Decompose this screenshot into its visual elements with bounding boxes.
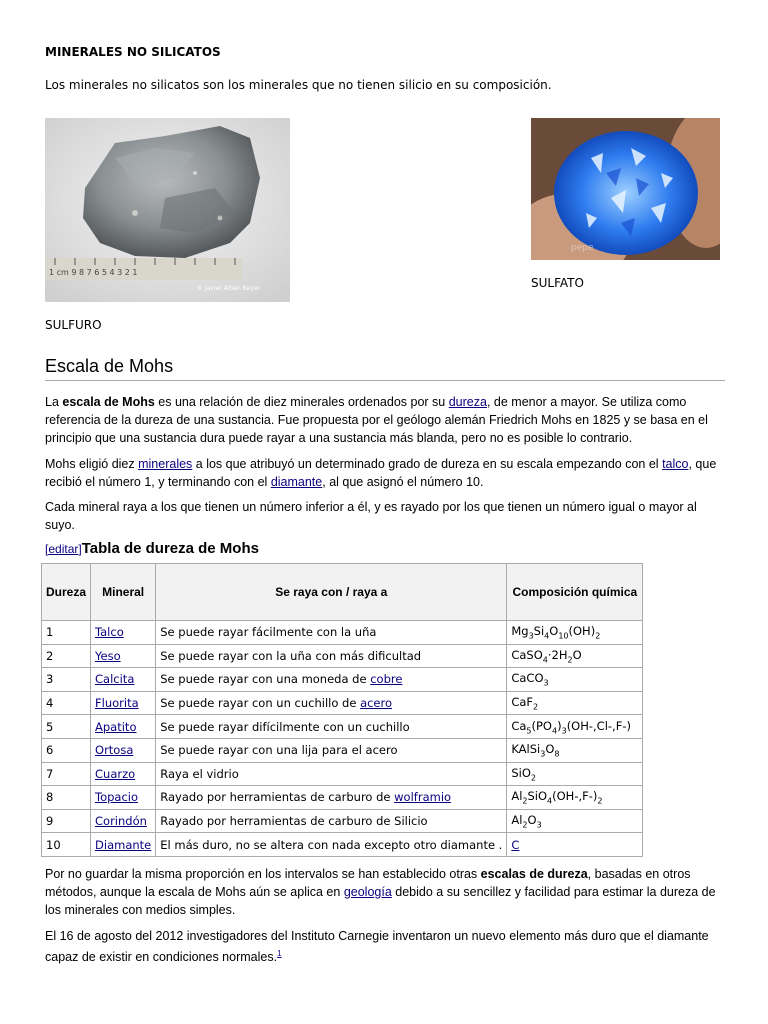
table-row <box>42 644 643 668</box>
link-minerales[interactable]: minerales <box>138 457 193 471</box>
cell-dureza: 3 <box>42 668 91 692</box>
table-row <box>42 621 643 645</box>
formula-talco: $Mg_3Si_4O_{10}(OH)_2$ <box>507 621 643 645</box>
mineral-link-cuarzo[interactable]: Cuarzo <box>91 762 156 786</box>
cell-dureza: 2 <box>42 644 91 668</box>
page-title: MINERALES NO SILICATOS <box>45 45 221 59</box>
cell-desc: Se puede rayar con un cuchillo de acero <box>156 691 507 715</box>
formula-cuarzo: SiO$_2$ <box>507 762 643 786</box>
section-title: Escala de Mohs <box>45 356 725 381</box>
formula-apatito: $Ca_5(PO_4)_3(OH-,Cl-,F-)$ <box>507 715 643 739</box>
table-header-row <box>42 564 643 621</box>
mineral-link-corindon[interactable]: Corindón <box>91 809 156 833</box>
link-geologia[interactable]: geología <box>343 885 392 899</box>
paragraph-2: Mohs eligió diez minerales a los que atribuyó un determinado grado de dureza en su escala empezando con el talco, que recibió el número 1, y terminando con el diamante, al que asignó el número 10. <box>45 457 717 489</box>
cell-desc: Se puede rayar con una lija para el acero <box>156 738 507 762</box>
mineral-link-talco[interactable]: Talco <box>91 621 156 645</box>
edit-link[interactable]: editar <box>48 542 79 556</box>
sulfato-caption: SULFATO <box>531 276 584 290</box>
formula-topacio: $Al_2SiO_4(OH-,F-)_2$ <box>507 786 643 810</box>
cell-dureza: 8 <box>42 786 91 810</box>
formula-ortosa: $KAlSi_3O_8$ <box>507 738 643 762</box>
photo-watermark-right: pepe <box>571 243 594 253</box>
mineral-link-diamante[interactable]: Diamante <box>91 833 156 857</box>
table-heading: [editar]Tabla de dureza de Mohs <box>45 540 259 557</box>
sulfuro-photo <box>45 118 290 302</box>
paragraph-3: Cada mineral raya a los que tienen un número inferior a él, y es rayado por los que tienen un número igual o mayor al suyo. <box>45 500 697 532</box>
intro-text: Los minerales no silicatos son los minerales que no tienen silicio en su composición. <box>45 78 552 92</box>
sulfuro-caption: SULFURO <box>45 318 102 332</box>
link-talco[interactable]: talco <box>662 457 689 471</box>
cell-dureza: 9 <box>42 809 91 833</box>
cell-desc: Se puede rayar difícilmente con un cuchillo <box>156 715 507 739</box>
cell-dureza: 7 <box>42 762 91 786</box>
cell-dureza: 10 <box>42 833 91 857</box>
reference-link[interactable]: 1 <box>277 949 282 958</box>
link-acero[interactable]: acero <box>360 696 393 711</box>
link-carbono[interactable]: C <box>511 837 520 852</box>
cell-desc: Rayado por herramientas de carburo de wolframio <box>156 786 507 810</box>
cell-desc: Rayado por herramientas de carburo de Silicio <box>156 809 507 833</box>
mineral-link-ortosa[interactable]: Ortosa <box>91 738 156 762</box>
table-row <box>42 691 643 715</box>
table-row <box>42 833 643 857</box>
photo-watermark-left: © Javier Albán Beyer <box>197 285 261 292</box>
formula-fluorita: CaF$_2$ <box>507 691 643 715</box>
formula-diamante <box>507 833 643 857</box>
table-row <box>42 738 643 762</box>
paragraph-1: La escala de Mohs es una relación de diez minerales ordenados por su dureza, de menor a mayor. Se utiliza como referencia de la dureza de una sustancia. Fue propuesta por el geólogo alemán Friedrich Mohs en 1825 y se basa en el principio que una sustancia dura puede rayar a una sustancia más blanda, pero no es posible lo contrario. <box>45 395 708 445</box>
cell-dureza: 4 <box>42 691 91 715</box>
cell-desc: El más duro, no se altera con nada excepto otro diamante . <box>156 833 507 857</box>
table-row <box>42 668 643 692</box>
formula-yeso: $CaSO_4\cdot 2H_2O$ <box>507 644 643 668</box>
table-title: Tabla de dureza de Mohs <box>81 540 259 557</box>
cell-desc: Se puede rayar con la uña con más dificultad <box>156 644 507 668</box>
cell-dureza: 6 <box>42 738 91 762</box>
mineral-link-apatito[interactable]: Apatito <box>91 715 156 739</box>
table-row <box>42 715 643 739</box>
header-composicion: Composición química <box>507 564 643 621</box>
cell-dureza: 1 <box>42 621 91 645</box>
link-diamante[interactable]: diamante <box>270 475 323 489</box>
header-dureza: Dureza <box>42 564 91 621</box>
table-row <box>42 786 643 810</box>
mineral-link-topacio[interactable]: Topacio <box>91 786 156 810</box>
link-dureza[interactable]: dureza <box>448 395 487 409</box>
mineral-link-fluorita[interactable]: Fluorita <box>91 691 156 715</box>
table-row <box>42 809 643 833</box>
cell-dureza: 5 <box>42 715 91 739</box>
mineral-link-calcita[interactable]: Calcita <box>91 668 156 692</box>
link-wolframio[interactable]: wolframio <box>394 790 452 805</box>
mineral-link-yeso[interactable]: Yeso <box>91 644 156 668</box>
mohs-table <box>41 563 643 857</box>
table-row <box>42 762 643 786</box>
formula-corindon: $Al_2O_3$ <box>507 809 643 833</box>
header-raya: Se raya con / raya a <box>156 564 507 621</box>
paragraph-4: Por no guardar la misma proporción en los intervalos se han establecido otras escalas de dureza, basadas en otros métodos, aunque la escala de Mohs aún se aplica en geología debido a su sencillez y facilidad para estimar la dureza de los minerales con medios simples. <box>45 867 716 917</box>
sulfato-photo <box>531 118 720 260</box>
paragraph-5: El 16 de agosto del 2012 investigadores del Instituto Carnegie inventaron un nuevo elemento más duro que el diamante capaz de existir en condiciones normales.$^1$ <box>45 929 709 965</box>
cell-desc: Raya el vidrio <box>156 762 507 786</box>
cell-desc: Se puede rayar fácilmente con la uña <box>156 621 507 645</box>
formula-calcita: CaCO$_3$ <box>507 668 643 692</box>
cell-desc: Se puede rayar con una moneda de cobre <box>156 668 507 692</box>
ruler-numbers: 1 cm 9 8 7 6 5 4 3 2 1 <box>49 268 138 277</box>
link-cobre[interactable]: cobre <box>370 672 403 687</box>
header-mineral: Mineral <box>91 564 156 621</box>
